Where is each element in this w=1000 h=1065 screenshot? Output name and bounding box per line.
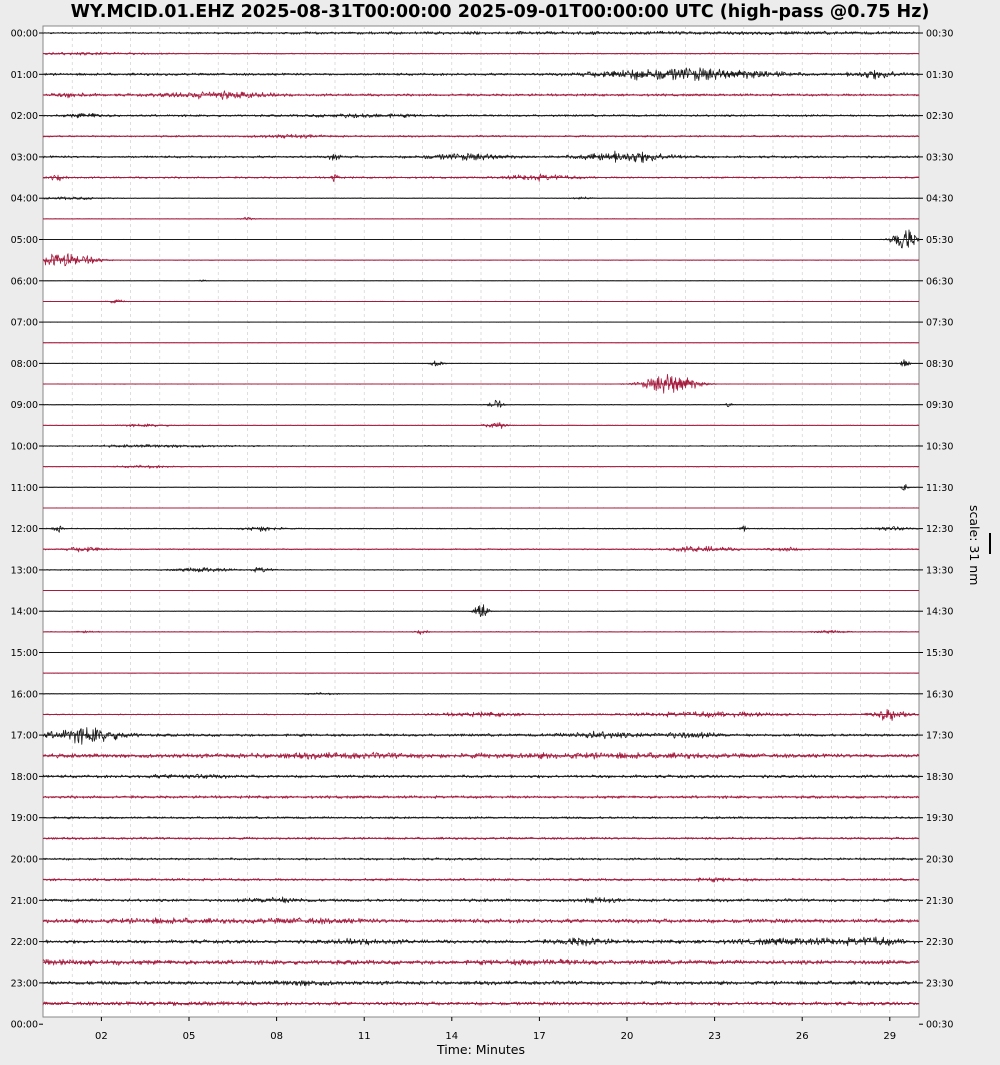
x-tick-label: 02 [95, 1031, 108, 1042]
row-label-left: 19:00 [10, 813, 38, 825]
x-tick-label: 11 [357, 1031, 371, 1042]
row-label-left: 07:00 [10, 317, 38, 329]
row-label-right: 05:30 [926, 235, 954, 246]
row-label-right: 00:30 [926, 28, 954, 40]
x-tick-label: 05 [182, 1031, 196, 1042]
row-label-right: 06:30 [926, 276, 954, 288]
row-label-left: 05:00 [10, 235, 38, 246]
row-label-right: 18:30 [926, 771, 954, 783]
row-label-left: 04:00 [10, 193, 38, 205]
row-label-left: 11:00 [10, 482, 38, 494]
row-label-right: 12:30 [926, 524, 954, 536]
row-label-right: 14:30 [926, 606, 954, 618]
row-label-right: 03:30 [926, 152, 954, 164]
row-label-right: 16:30 [926, 689, 954, 701]
chart-title: WY.MCID.01.EHZ 2025-08-31T00:00:00 2025-09-01T00:00:00 UTC (high-pass @0.75 Hz) [70, 2, 930, 22]
row-label-left: 20:00 [10, 854, 38, 866]
row-label-right: 15:30 [926, 648, 954, 659]
row-label-left: 02:00 [10, 111, 38, 123]
row-label-left: 13:00 [10, 565, 38, 577]
x-tick-label: 14 [445, 1031, 459, 1042]
row-label-left: 01:00 [10, 69, 38, 81]
row-label-left: 16:00 [10, 689, 38, 701]
row-label-right: 02:30 [926, 111, 954, 123]
row-label-right: 21:30 [926, 895, 954, 907]
row-label-right: 11:30 [926, 482, 954, 494]
row-label-right: 22:30 [926, 937, 954, 949]
row-label-left: 22:00 [10, 937, 38, 949]
x-tick-label: 23 [708, 1031, 721, 1042]
row-label-left: 23:00 [10, 978, 38, 990]
x-tick-label: 20 [620, 1031, 634, 1042]
scale-label: scale: 31 nm [967, 505, 982, 586]
x-axis-label: Time: Minutes [437, 1042, 525, 1057]
row-label-left: 18:00 [10, 771, 38, 783]
row-label-left: 03:00 [10, 152, 38, 164]
x-tick-label: 08 [270, 1031, 283, 1042]
row-label-right: 00:30 [926, 1019, 954, 1031]
row-label-right: 09:30 [926, 400, 954, 412]
row-label-left: 15:00 [10, 648, 38, 659]
row-label-right: 01:30 [926, 69, 954, 81]
x-tick-label: 29 [883, 1031, 897, 1042]
row-label-left: 09:00 [10, 400, 38, 412]
row-label-left: 06:00 [10, 276, 38, 288]
row-label-right: 17:30 [926, 730, 954, 742]
row-label-left: 14:00 [10, 606, 38, 618]
row-label-right: 20:30 [926, 854, 954, 866]
row-label-left: 00:00 [10, 28, 38, 40]
row-label-right: 23:30 [926, 978, 954, 990]
x-tick-label: 26 [795, 1031, 809, 1042]
seismic-trace-31 [43, 673, 919, 674]
row-label-right: 10:30 [926, 441, 954, 453]
scale-bar [989, 533, 991, 554]
row-label-left: 21:00 [10, 895, 38, 907]
row-label-left: 17:00 [10, 730, 38, 742]
row-label-right: 04:30 [926, 193, 954, 205]
x-tick-label: 17 [533, 1031, 546, 1042]
row-label-left: 08:00 [10, 358, 38, 370]
row-label-right: 07:30 [926, 317, 954, 329]
row-label-left: 00:00 [10, 1019, 38, 1031]
row-label-right: 08:30 [926, 358, 954, 370]
row-label-right: 13:30 [926, 565, 954, 577]
row-label-right: 19:30 [926, 813, 954, 825]
row-label-left: 10:00 [10, 441, 38, 453]
row-label-left: 12:00 [10, 524, 38, 536]
